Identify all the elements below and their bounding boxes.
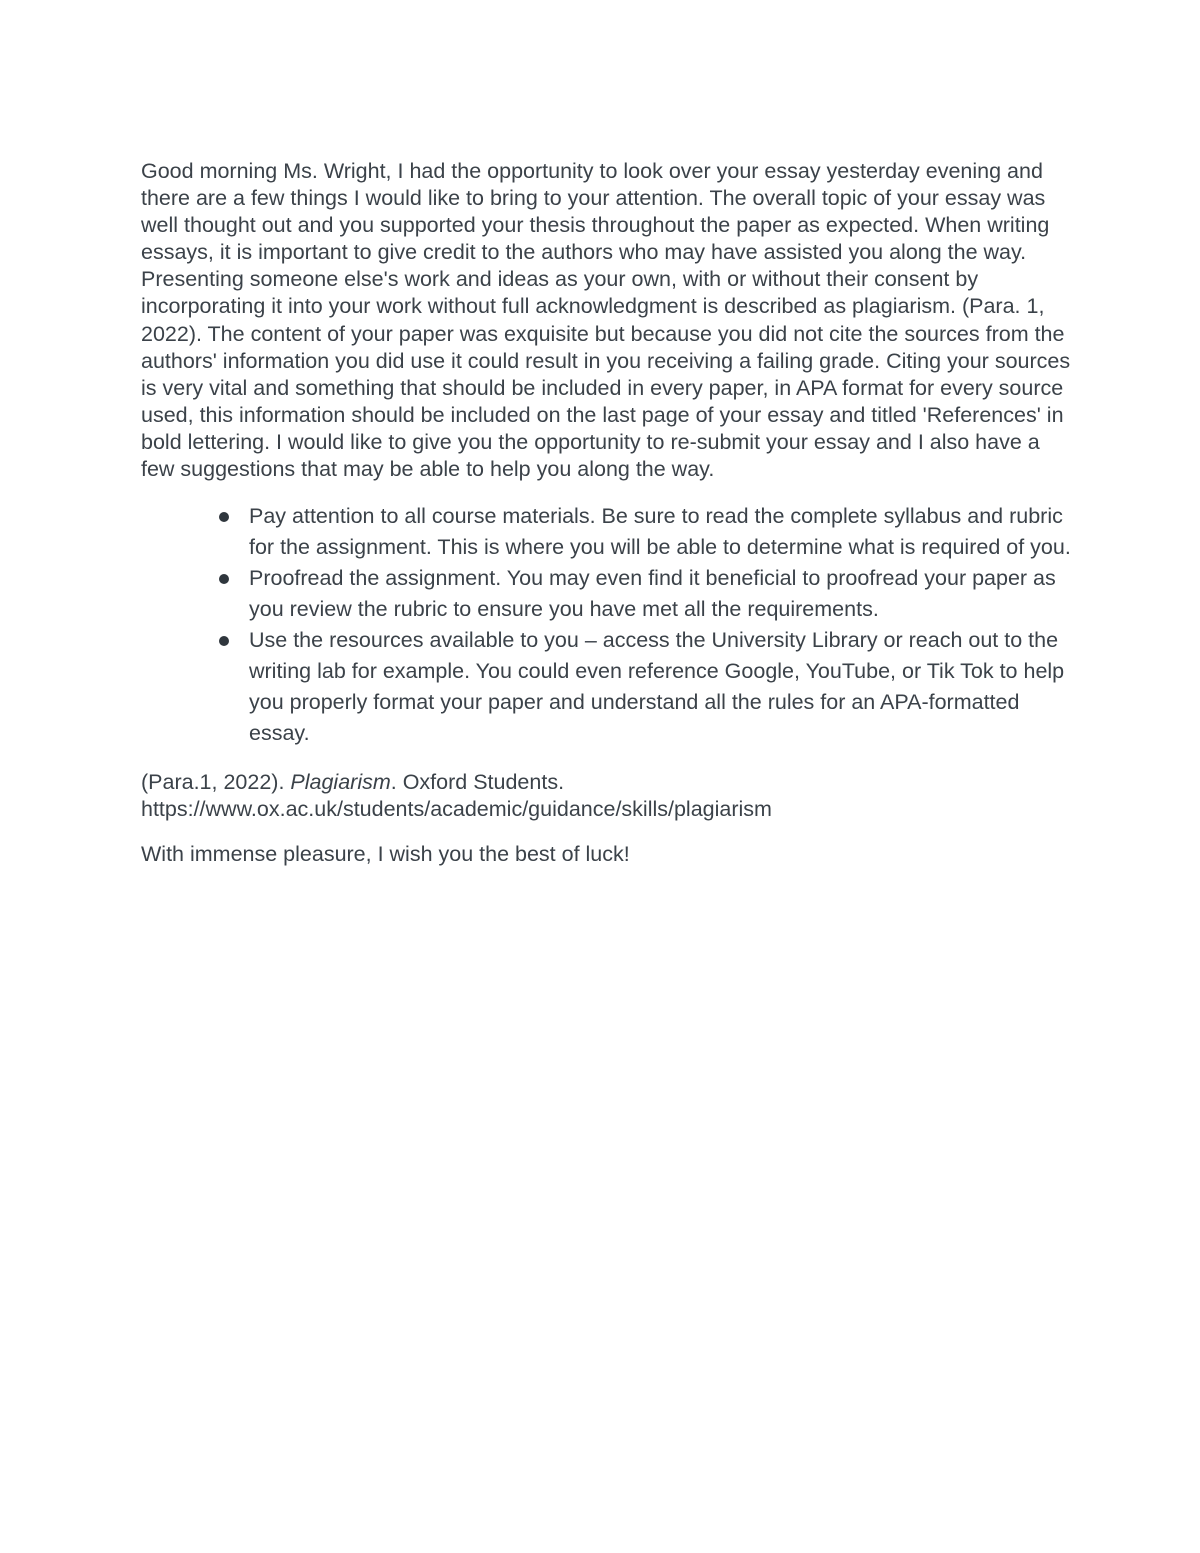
list-item-text: Pay attention to all course materials. Be sure to read the complete syllabus and rubric for the assignment. This is where you will be able to determine what is required of you.	[249, 504, 1071, 560]
list-item	[249, 625, 1071, 749]
list-item-text: Use the resources available to you – access the University Library or reach out to the writing lab for example. You could even reference Google, YouTube, or Tik Tok to help you properly format your paper and understand all the rules for an APA-formatted essay.	[249, 628, 1065, 746]
list-item	[249, 563, 1071, 625]
reference-citation: (Para.1, 2022).	[141, 770, 291, 795]
suggestions-list	[141, 501, 1071, 749]
reference-title: Plagiarism	[290, 770, 391, 795]
reference-entry	[141, 769, 1071, 823]
document-content	[141, 158, 1071, 868]
bullet-icon	[219, 512, 229, 522]
reference-url: https://www.ox.ac.uk/students/academic/guidance/skills/plagiarism	[141, 797, 772, 822]
reference-publisher: . Oxford Students.	[390, 770, 565, 795]
bullet-icon	[219, 574, 229, 584]
bullet-icon	[219, 636, 229, 646]
body-paragraph: Good morning Ms. Wright, I had the opportunity to look over your essay yesterday evening and there are a few things I would like to bring to your attention. The overall topic of your essay was well thought out and you supported your thesis throughout the paper as expected. When writing essays, it is important to give credit to the authors who may have assisted you along the way. Presenting someone else's work and ideas as your own, with or without their consent by incorporating it into your work without full acknowledgment is described as plagiarism. (Para. 1, 2022). The content of your paper was exquisite but because you did not cite the sources from the authors' information you did use it could result in you receiving a failing grade. Citing your sources is very vital and something that should be included in every paper, in APA format for every source used, this information should be included on the last page of your essay and titled 'References' in bold lettering. I would like to give you the opportunity to re-submit your essay and I also have a few suggestions that may be able to help you along the way.	[141, 159, 1071, 482]
list-item	[249, 501, 1071, 563]
list-item-text: Proofread the assignment. You may even find it beneficial to proofread your paper as you review the rubric to ensure you have met all the requirements.	[249, 566, 1056, 622]
closing-line: With immense pleasure, I wish you the best of luck!	[141, 842, 630, 867]
